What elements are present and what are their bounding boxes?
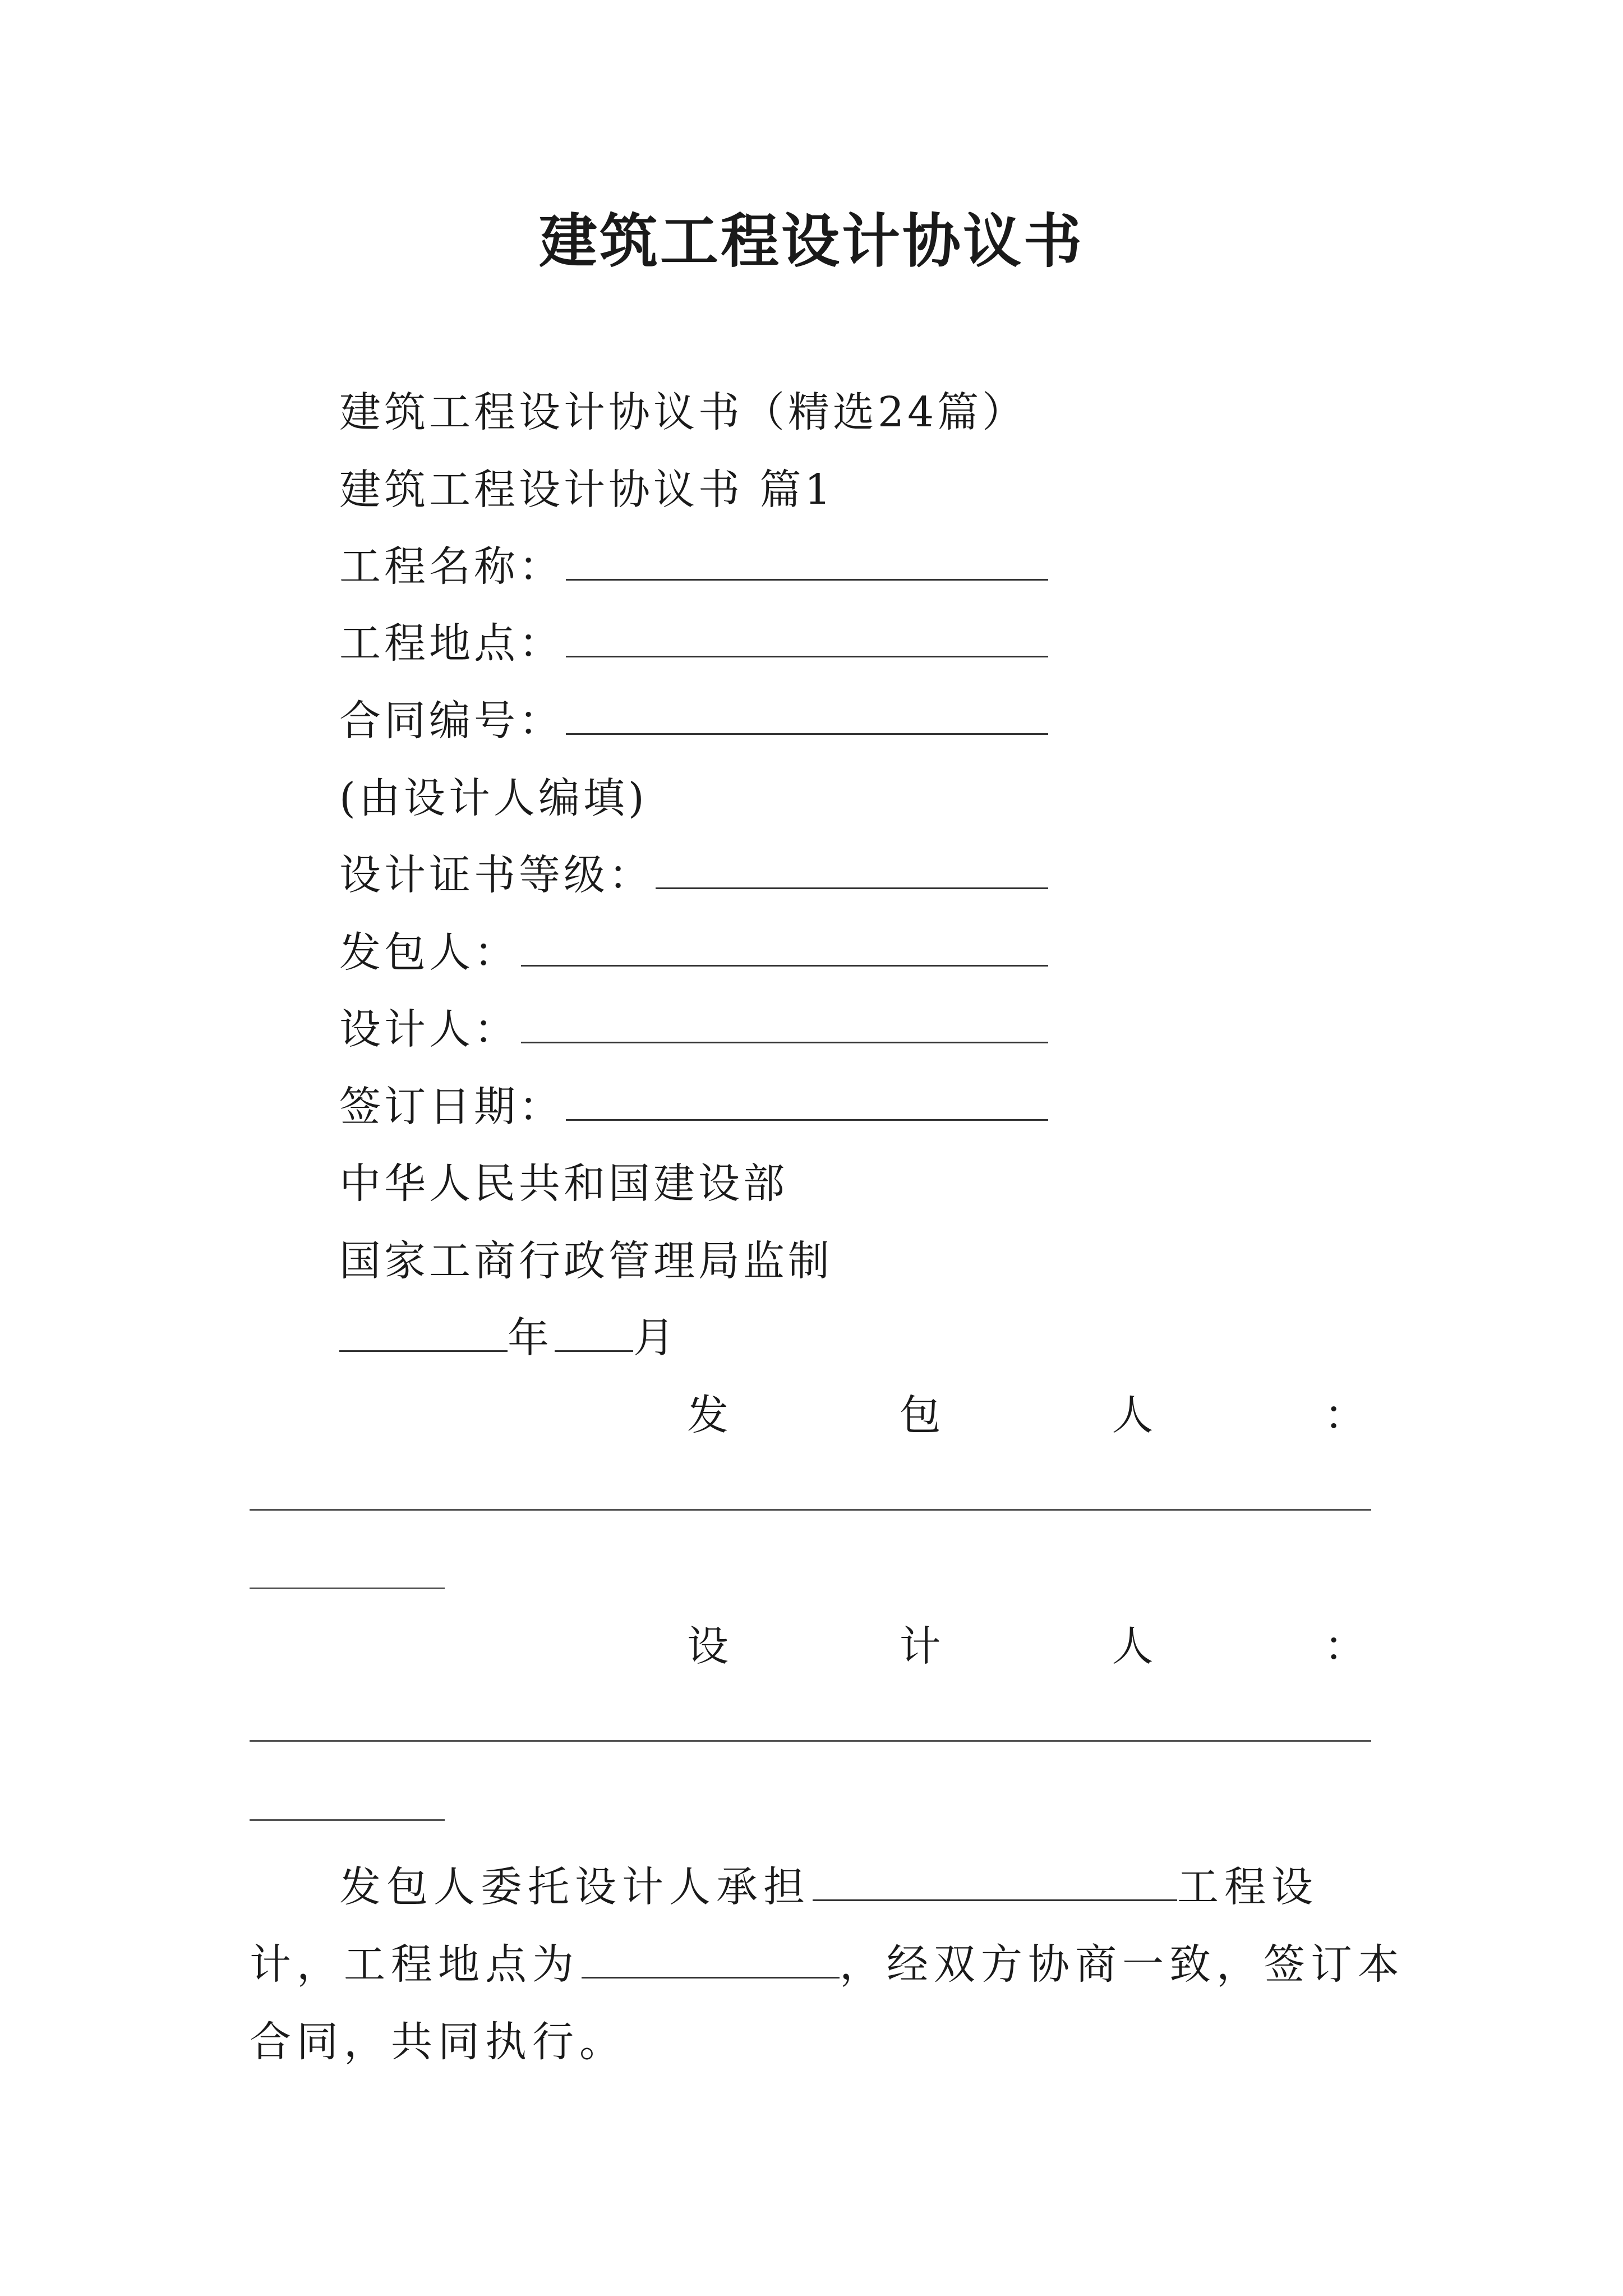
client-blank[interactable] <box>521 931 1048 967</box>
designer-char-1: 设 <box>687 1622 728 1671</box>
para-part-1: 发包人委托设计人承担 <box>339 1863 810 1911</box>
year-label: 年 <box>508 1314 552 1362</box>
para-part-3: ，经双方协商一致，签订本合同，共同执行。 <box>250 1940 1405 2066</box>
client-char-1: 发 <box>687 1391 728 1439</box>
contract-note: (由设计人编填) <box>339 774 648 822</box>
designer-signature-line[interactable] <box>250 1740 1371 1742</box>
designer-label: 设计人： <box>339 1005 519 1053</box>
section-heading: 建筑工程设计协议书 篇1 <box>339 466 834 514</box>
designer-signature-label <box>687 1616 1366 1677</box>
project-location-row <box>339 613 1048 674</box>
client-label: 发包人： <box>339 928 519 977</box>
body-paragraph <box>250 1848 1405 2081</box>
cert-level-label: 设计证书等级： <box>339 851 653 899</box>
month-blank[interactable] <box>555 1317 633 1352</box>
designer-char-4: ： <box>1324 1622 1366 1671</box>
project-location-blank[interactable] <box>566 622 1048 657</box>
client-row <box>339 922 1048 983</box>
document-subtitle: 建筑工程设计协议书（精选24篇） <box>339 388 1027 436</box>
designer-char-2: 计 <box>899 1622 941 1671</box>
document-title: 建筑工程设计协议书 <box>538 206 1084 275</box>
client-char-3: 人 <box>1112 1391 1154 1439</box>
project-location-label: 工程地点： <box>339 619 564 668</box>
contract-no-blank[interactable] <box>566 700 1048 735</box>
issuer-ministry: 中华人民共和国建设部 <box>339 1159 788 1208</box>
contract-no-row <box>339 690 1048 752</box>
client-signature-label <box>687 1384 1366 1446</box>
client-signature-line-2[interactable] <box>250 1588 445 1589</box>
client-char-4: ： <box>1324 1391 1366 1439</box>
client-signature-line[interactable] <box>250 1509 1371 1511</box>
month-label: 月 <box>633 1314 678 1362</box>
issuer-bureau: 国家工商行政管理局监制 <box>339 1237 833 1285</box>
location-blank[interactable] <box>582 1943 840 1978</box>
designer-row <box>339 999 1048 1060</box>
sign-date-row <box>339 1076 1048 1138</box>
project-blank[interactable] <box>813 1866 1177 1901</box>
cert-level-blank[interactable] <box>656 854 1048 889</box>
contract-no-label: 合同编号： <box>339 697 564 745</box>
project-name-blank[interactable] <box>566 545 1048 581</box>
cert-level-row <box>339 844 1048 906</box>
project-name-label: 工程名称： <box>339 542 564 591</box>
year-blank[interactable] <box>339 1317 508 1352</box>
designer-char-3: 人 <box>1112 1622 1154 1671</box>
project-name-row <box>339 536 1048 597</box>
date-row <box>339 1307 678 1369</box>
client-char-2: 包 <box>899 1391 941 1439</box>
para-part-2: 工程设计，工程地点为 <box>250 1863 1318 1989</box>
designer-signature-line-2[interactable] <box>250 1819 445 1821</box>
designer-blank[interactable] <box>521 1008 1048 1043</box>
sign-date-blank[interactable] <box>566 1085 1048 1121</box>
sign-date-label: 签订日期： <box>339 1083 564 1131</box>
